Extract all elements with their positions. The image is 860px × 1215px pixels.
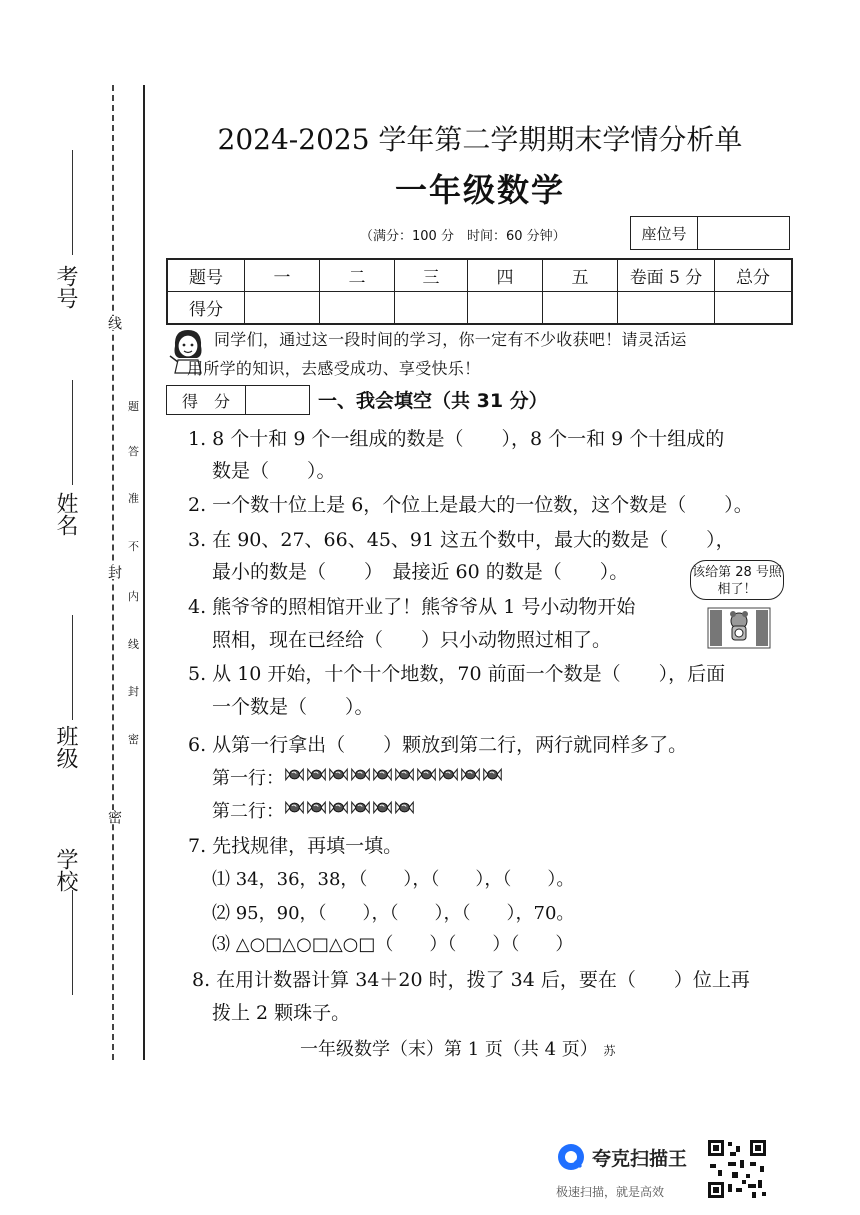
warning-char: 不: [128, 540, 139, 553]
warning-char: 题: [128, 400, 139, 413]
score-table-header: 三: [395, 259, 468, 292]
exam-meta: （满分：100 分 时间：60 分钟）: [360, 229, 566, 244]
seat-number-label: 座位号: [631, 217, 698, 249]
question-7: 7. 先找规律，再填一填。: [188, 835, 403, 857]
candy-icon: [328, 799, 349, 816]
score-cell[interactable]: [618, 292, 715, 325]
question-3-line2: 最小的数是（ ） 最接近 60 的数是（ ）。: [212, 561, 629, 583]
question-7-part1: ⑴ 34，36，38，（ ），（ ），（ ）。: [212, 869, 575, 890]
score-cell[interactable]: [715, 292, 793, 325]
speech-bubble: 该给第 28 号照相了！: [690, 560, 784, 600]
score-cell[interactable]: [395, 292, 468, 325]
score-table-header: 题号: [167, 259, 245, 292]
candy-icon: [306, 766, 327, 783]
warning-char: 封: [128, 685, 139, 698]
warning-char: 线: [128, 638, 139, 651]
scanner-brand-name: 夸克扫描王: [592, 1147, 688, 1170]
section-score-field[interactable]: [246, 386, 309, 414]
candy-icon: [394, 799, 415, 816]
candy-icon: [394, 766, 415, 783]
question-6: 6. 从第一行拿出（ ）颗放到第二行，两行就同样多了。: [188, 734, 688, 756]
warning-char: 答: [128, 445, 139, 458]
page-footer: [300, 1035, 616, 1061]
subject-title: 一年级数学: [394, 171, 565, 209]
candy-icon: [460, 766, 481, 783]
score-table-header: 二: [320, 259, 395, 292]
question-2: 2. 一个数十位上是 6，个位上是最大的一位数，这个数是（ ）。: [188, 494, 753, 516]
candy-icon: [372, 799, 393, 816]
section-title: 一、我会填空（共 31 分）: [318, 390, 548, 412]
section-score-box: [166, 385, 310, 415]
candy-icon: [306, 799, 327, 816]
question-7-part2: ⑵ 95，90，（ ），（ ），（ ），70。: [212, 903, 575, 924]
edition-mark: 苏: [603, 1044, 616, 1058]
score-cell[interactable]: [320, 292, 395, 325]
class-blank: [72, 615, 73, 720]
candy-icon: [350, 766, 371, 783]
seal-mi-char: 密: [106, 810, 122, 824]
candy-icon: [284, 799, 305, 816]
score-cell[interactable]: [468, 292, 543, 325]
class-label: 班级: [53, 725, 78, 769]
name-label: 姓名: [53, 492, 78, 536]
bear-camera-illustration: [706, 604, 772, 650]
candy-row2-label: 第二行：: [212, 801, 284, 822]
seal-feng-char: 封: [106, 565, 122, 579]
score-table-header: 一: [245, 259, 320, 292]
candy-icon: [284, 766, 305, 783]
warning-char: 内: [128, 590, 139, 603]
candy-icon: [328, 766, 349, 783]
school-label: 学校: [53, 848, 78, 892]
qr-code-icon: [706, 1138, 768, 1200]
question-3-line1: 3. 在 90、27、66、45、91 这五个数中，最大的数是（ ），: [188, 529, 735, 551]
score-row-label: 得分: [167, 292, 245, 325]
exam-number-blank: [72, 150, 73, 255]
question-8-line1: 8. 在用计数器计算 34＋20 时，拨了 34 后，要在（ ）位上再: [192, 969, 750, 991]
score-table: [166, 258, 793, 325]
exam-number-label: 考号: [53, 265, 78, 309]
score-cell[interactable]: [245, 292, 320, 325]
candy-icon: [438, 766, 459, 783]
question-1-line1: 1. 8 个十和 9 个一组成的数是（ ），8 个一和 9 个十组成的: [188, 428, 725, 450]
question-5-line2: 一个数是（ ）。: [212, 696, 374, 718]
candy-row-1: [284, 766, 503, 783]
score-table-header: 五: [543, 259, 618, 292]
candy-icon: [482, 766, 503, 783]
candy-icon: [350, 799, 371, 816]
warning-char: 准: [128, 492, 139, 505]
seat-number-box: [630, 216, 790, 250]
exam-title: 2024-2025 学年第二学期期末学情分析单: [217, 123, 743, 156]
score-table-header: 总分: [715, 259, 793, 292]
section-score-label: 得 分: [167, 386, 246, 414]
seal-line-char: 线: [106, 316, 122, 330]
question-4-line2: 照相，现在已经给（ ）只小动物照过相了。: [212, 629, 612, 651]
candy-row1-label: 第一行：: [212, 768, 284, 789]
page-number: 一年级数学（末）第 1 页（共 4 页）: [300, 1039, 598, 1060]
question-1-line2: 数是（ ）。: [212, 460, 336, 482]
scanner-slogan: 极速扫描，就是高效: [556, 1185, 665, 1199]
candy-icon: [372, 766, 393, 783]
score-table-header: 四: [468, 259, 543, 292]
binding-solid-line: [143, 85, 145, 1060]
warning-char: 密: [128, 733, 139, 746]
question-8-line2: 拨上 2 颗珠子。: [212, 1002, 351, 1024]
scanner-watermark: [556, 1142, 687, 1172]
score-table-header: 卷面 5 分: [618, 259, 715, 292]
seat-number-field[interactable]: [698, 217, 789, 249]
intro-line: 用所学的知识，去感受成功、享受快乐！: [187, 359, 481, 378]
question-5-line1: 5. 从 10 开始，十个十个地数，70 前面一个数是（ ），后面: [188, 663, 726, 685]
score-cell[interactable]: [543, 292, 618, 325]
question-7-part3: ⑶ △○□△○□△○□（ ）（ ）（ ）: [212, 934, 574, 955]
school-blank: [72, 890, 73, 995]
candy-row-2: [284, 799, 415, 816]
name-blank: [72, 380, 73, 485]
intro-line: 同学们，通过这一段时间的学习，你一定有不少收获吧！请灵活运: [214, 330, 687, 349]
candy-icon: [416, 766, 437, 783]
intro-text: [187, 325, 794, 383]
scanner-logo-icon: [556, 1142, 586, 1172]
question-4-line1: 4. 熊爷爷的照相馆开业了！熊爷爷从 1 号小动物开始: [188, 596, 636, 618]
